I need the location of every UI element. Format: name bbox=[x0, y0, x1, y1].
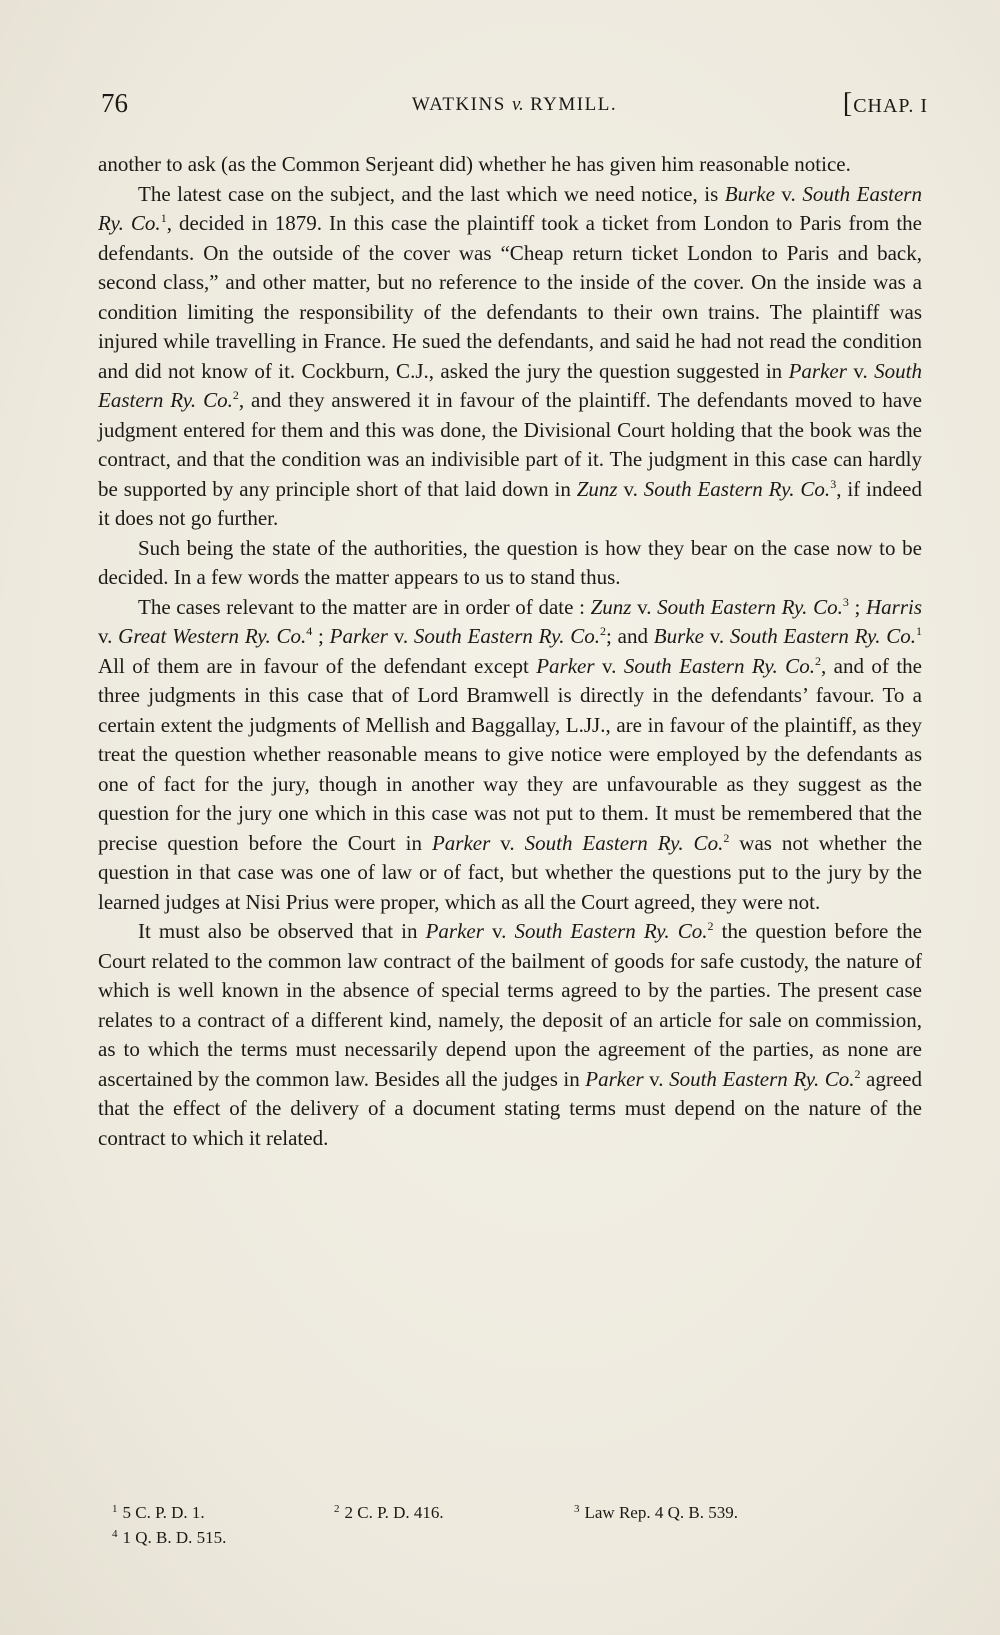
page-number: 76 bbox=[101, 88, 128, 118]
case-name: South Eastern Ry. Co. bbox=[98, 358, 923, 412]
footnote-ref: 2 bbox=[723, 830, 730, 845]
case-name: South Eastern Ry. Co. bbox=[669, 1066, 855, 1091]
footnote-mark: 1 bbox=[112, 1503, 118, 1515]
text-run: All of them are in favour of the defendant except bbox=[98, 653, 537, 678]
footnote-row bbox=[112, 1500, 920, 1525]
text-run: v. bbox=[643, 1066, 670, 1091]
case-name: Zunz bbox=[590, 594, 632, 619]
chapter-bracket: [ bbox=[842, 88, 854, 119]
running-title-versus: v. bbox=[512, 94, 524, 115]
running-header bbox=[101, 88, 928, 128]
text-run: The latest case on the subject, and the last which we need notice, is bbox=[138, 181, 725, 206]
footnote-ref: 2 bbox=[814, 653, 821, 668]
footnote-mark: 2 bbox=[334, 1503, 340, 1515]
case-name: South Eastern Ry. Co. bbox=[623, 653, 815, 678]
text-run: It must also be observed that in bbox=[138, 919, 426, 943]
case-name: South Eastern Ry. Co. bbox=[729, 624, 916, 648]
body-text bbox=[98, 150, 922, 1153]
case-name: Parker bbox=[431, 830, 491, 855]
text-run: ; bbox=[312, 624, 330, 648]
text-run: v. bbox=[846, 358, 875, 383]
text-run: v. bbox=[774, 181, 803, 206]
case-name: South Eastern Ry. Co. bbox=[657, 594, 843, 619]
footnotes bbox=[112, 1500, 920, 1550]
text-run: the question before the Court related to the common law contract of the bailment of goods for safe custody, the nature of which is well known in the absence of special terms agreed to by the parties. The present case relates to a contract of a different kind, namely, the deposit of an article for sale on commission, as to which the terms must necessarily depend upon the agreement of the parties, as none are ascertained by the common law. Besides all the judges in bbox=[98, 919, 923, 1091]
footnote-mark: 4 bbox=[112, 1528, 118, 1540]
footnote-2 bbox=[334, 1500, 574, 1525]
case-name: Parker bbox=[788, 358, 847, 383]
running-title-left: WATKINS bbox=[411, 94, 506, 115]
footnote-ref: 2 bbox=[600, 624, 607, 638]
case-name: Harris bbox=[865, 594, 923, 619]
footnote-ref: 2 bbox=[232, 388, 239, 402]
text-run: The cases relevant to the matter are in order of date : bbox=[138, 594, 591, 619]
footnote-ref: 4 bbox=[306, 624, 313, 638]
case-name: Parker bbox=[329, 624, 388, 648]
paragraph-5 bbox=[98, 917, 922, 1153]
text-run: , and of the three judgments in this case that of Lord Bramwell is directly in the defendants’ favour. To a certain extent the judgments of Mellish and Baggallay, L.JJ., are in favour of the plaintiff, as they treat the question whether reasonable means to give notice were employed by the defendants as one of fact for the jury, though in another way they are unfavourable as they suggest as the question for the jury one which in this case was not put to them. It must be remembered that the precise question before the Court in bbox=[98, 653, 922, 855]
text-run: , and they answered it in favour of the plaintiff. The defendants moved to have judgment entered for them and this was done, the Divisional Court holding that the book was the contract, and that the condition was an indivisible part of it. The judgment in this case can hardly be supported by any principle short of that laid down in bbox=[98, 388, 922, 501]
case-name: South Eastern Ry. Co. bbox=[98, 181, 922, 235]
paragraph-4 bbox=[98, 593, 922, 918]
footnote-text: 1 Q. B. D. 515. bbox=[122, 1528, 227, 1547]
footnote-ref: 2 bbox=[707, 919, 714, 933]
case-name: South Eastern Ry. Co. bbox=[413, 624, 601, 648]
text-run: v. bbox=[483, 919, 515, 943]
footnote-ref: 1 bbox=[160, 211, 167, 225]
case-name: Great Western Ry. Co. bbox=[118, 624, 307, 648]
chapter-label bbox=[843, 88, 928, 120]
paragraph-2 bbox=[98, 180, 922, 534]
footnote-row bbox=[112, 1525, 920, 1550]
footnote-mark: 3 bbox=[574, 1503, 580, 1515]
case-name: Burke bbox=[653, 624, 704, 648]
text-run: v. bbox=[490, 830, 525, 855]
footnote-ref: 3 bbox=[842, 594, 849, 609]
footnote-text: 5 C. P. D. 1. bbox=[122, 1503, 205, 1522]
case-name: Parker bbox=[425, 919, 484, 943]
footnote-text: Law Rep. 4 Q. B. 539. bbox=[584, 1503, 738, 1522]
footnote-ref: 3 bbox=[830, 476, 837, 491]
text-run: was not whether the question in that case was one of law or of fact, but whether the questions put to the jury by the learned judges at Nisi Prius were proper, which as all the Court agreed, they were not. bbox=[98, 830, 923, 914]
text-run: v. bbox=[631, 594, 658, 619]
case-name: Zunz bbox=[576, 476, 618, 501]
footnote-1 bbox=[112, 1500, 334, 1525]
text-run: , decided in 1879. In this case the plaintiff took a ticket from London to Paris from the defendants. On the outside of the cover was “Cheap return ticket London to Paris and back, second class,” and other matter, but no reference to the inside of the cover. On the inside was a condition limiting the responsibility of the defendants to their own trains. The plaintiff was injured while travelling in France. He sued the defendants, and said he had not read the condition and did not know of it. Cockburn, C.J., asked the jury the question suggested in bbox=[98, 211, 923, 383]
footnote-4 bbox=[112, 1525, 226, 1550]
paragraph-3: Such being the state of the authorities, the question is how they bear on the case now to be decided. In a few words the matter appears to us to stand thus. bbox=[98, 535, 922, 589]
case-name: South Eastern Ry. Co. bbox=[514, 919, 708, 943]
paragraph-1: another to ask (as the Common Serjeant did) whether he has given him reasonable notice. bbox=[98, 152, 851, 176]
case-name: Parker bbox=[536, 653, 595, 678]
footnote-3 bbox=[574, 1500, 738, 1525]
case-name: Burke bbox=[724, 181, 775, 206]
running-title bbox=[101, 94, 928, 116]
case-name: Parker bbox=[585, 1066, 644, 1091]
chapter-text: CHAP. I bbox=[853, 95, 928, 117]
text-run: ; bbox=[848, 594, 866, 619]
text-run: agreed that the effect of the delivery of a document stating terms must depend on the nature of the contract to which it related. bbox=[98, 1066, 922, 1150]
running-title-right: RYMILL. bbox=[530, 94, 618, 115]
footnote-text: 2 C. P. D. 416. bbox=[344, 1503, 444, 1522]
case-name: South Eastern Ry. Co. bbox=[643, 476, 831, 501]
footnote-ref: 1 bbox=[916, 624, 922, 638]
text-run: , if indeed it does not go further. bbox=[98, 476, 922, 530]
text-run: ; and bbox=[606, 624, 654, 648]
footnote-ref: 2 bbox=[854, 1066, 861, 1081]
case-name: South Eastern Ry. Co. bbox=[524, 830, 724, 855]
text-run: v. bbox=[387, 624, 414, 648]
text-run: v. bbox=[703, 624, 730, 648]
text-run: v. bbox=[98, 624, 119, 648]
text-run: v. bbox=[617, 476, 644, 501]
text-run: v. bbox=[594, 653, 624, 678]
